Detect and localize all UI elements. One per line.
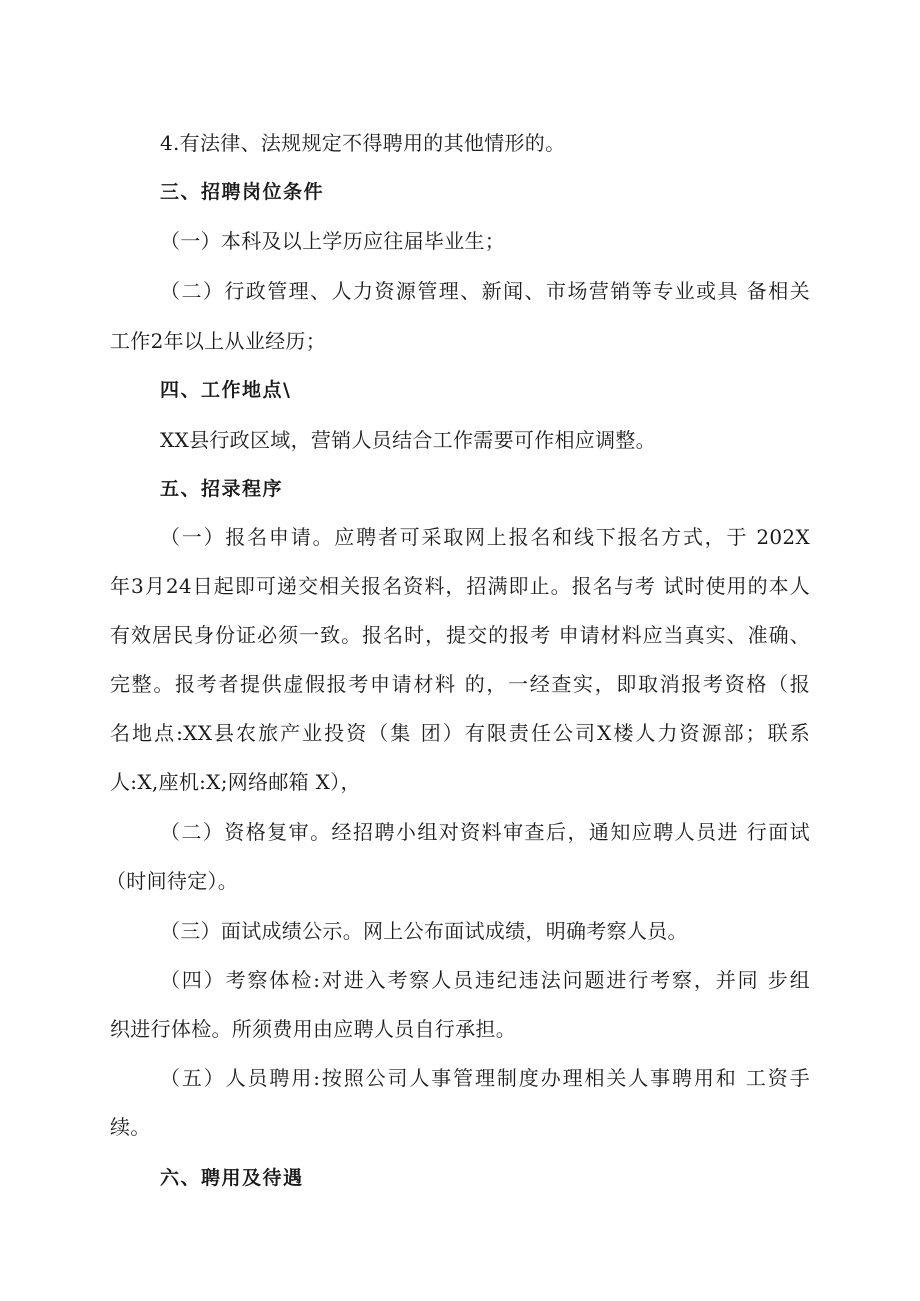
procedure-1-application-line-4: 完整。报考者提供虚假报考申请材料 的，一经查实，即取消报考资格（报 (110, 672, 810, 696)
section-heading-6-employment-and-benefits: 六、聘用及待遇 (160, 1167, 304, 1189)
item-4-no-legal-restriction: 4.有法律、法规规定不得聘用的其他情形的。 (160, 131, 566, 155)
requirement-2-major-line-2: 工作2年以上从业经历； (110, 329, 327, 353)
procedure-1-application-line-6: 人:X,座机:X;网络邮箱 X）， (110, 770, 361, 794)
requirement-1-education: （一）本科及以上学历应往届毕业生； (160, 229, 506, 253)
procedure-5-employment-line-2: 续。 (110, 1115, 151, 1139)
work-location-text: XX县行政区域，营销人员结合工作需要可作相应调整。 (160, 428, 656, 452)
section-heading-3-job-requirements: 三、招聘岗位条件 (160, 181, 325, 203)
procedure-1-application-line-3: 有效居民身份证必须一致。报名时，提交的报考 申请材料应当真实、准确、 (110, 623, 810, 647)
procedure-1-application-line-2: 年3月24日起即可递交相关报名资料，招满即止。报名与考 试时使用的本人 (110, 574, 810, 598)
procedure-4-inspection-line-2: 织进行体检。所须费用由应聘人员自行承担。 (110, 1017, 516, 1041)
procedure-5-employment-line-1: （五）人员聘用:按照公司人事管理制度办理相关人事聘用和 工资手 (160, 1066, 810, 1090)
requirement-2-major-line-1: （二）行政管理、人力资源管理、新闻、市场营销等专业或具 备相关 (160, 279, 810, 303)
procedure-2-review-line-2: （时间待定）。 (106, 869, 239, 893)
procedure-1-application-line-1: （一）报名申请。应聘者可采取网上报名和线下报名方式，于 202X (160, 525, 810, 549)
procedure-2-review-line-1: （二）资格复审。经招聘小组对资料审查后，通知应聘人员进 行面试 (160, 820, 810, 844)
procedure-4-inspection-line-1: （四）考察体检:对进入考察人员违纪违法问题进行考察，并同 步组 (160, 968, 810, 992)
procedure-1-application-line-5: 名地点:XX县农旅产业投资（集 团）有限责任公司X楼人力资源部；联系 (110, 721, 810, 745)
procedure-3-interview-results: （三）面试成绩公示。网上公布面试成绩，明确考察人员。 (160, 919, 688, 943)
section-heading-5-recruitment-procedure: 五、招录程序 (160, 478, 284, 500)
section-heading-4-work-location: 四、工作地点\ (160, 379, 292, 401)
